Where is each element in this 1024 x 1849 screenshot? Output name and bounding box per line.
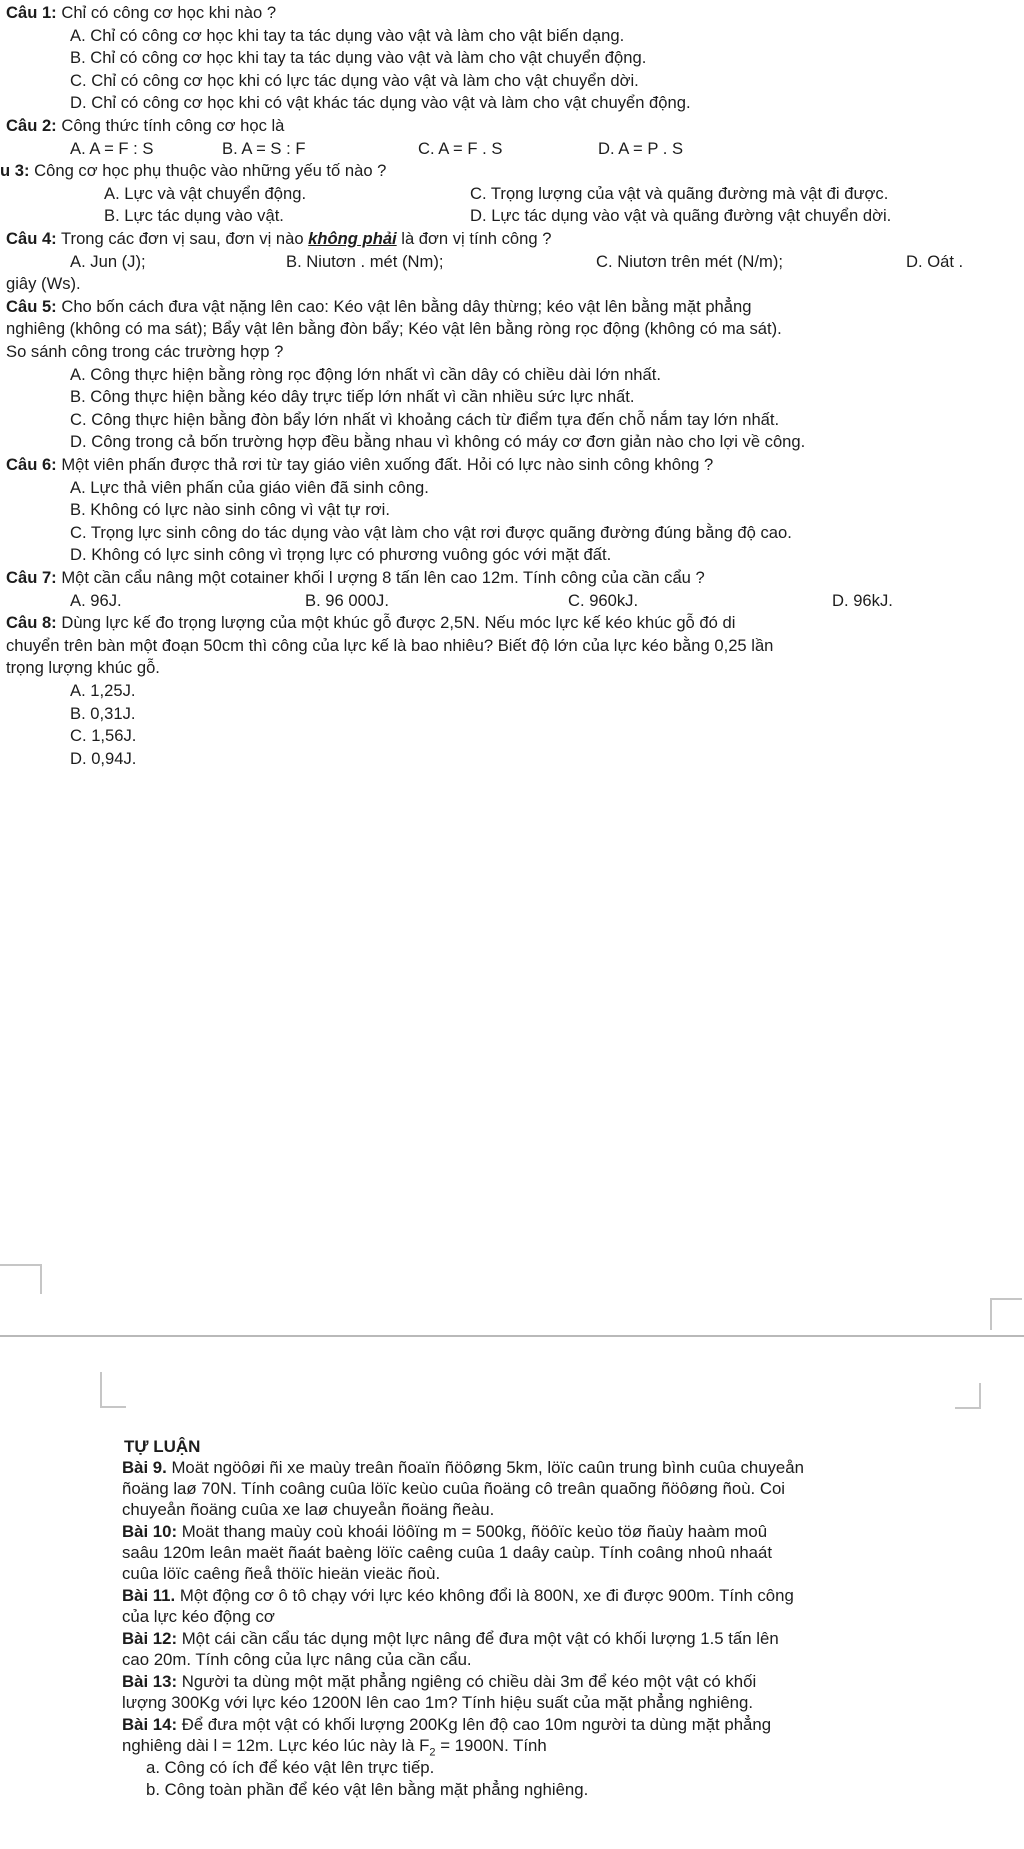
exercise-11-line-1: Một động cơ ô tô chạy với lực kéo không đổi là 800N, xe đi được 900m. Tính công (175, 1586, 794, 1605)
exercise-12 (122, 1628, 779, 1649)
question-1-label: Câu 1: (6, 3, 57, 22)
exercise-11 (122, 1585, 794, 1606)
crop-mark-bottom-right (955, 1383, 981, 1409)
question-7-option-a: A. 96J. (70, 591, 122, 610)
exercise-13-label: Bài 13: (122, 1672, 178, 1691)
exercise-9-line-2: ñoäng laø 70N. Tính coâng cuûa löïc keùo cuûa ñoäng cô treân quaõng ñöôøng ñoù. Coi (122, 1479, 786, 1498)
question-5-line-3: So sánh công trong các trường hợp ? (6, 342, 284, 361)
question-8 (6, 612, 735, 634)
exercise-13 (122, 1671, 756, 1692)
question-4-label: Câu 4: (6, 229, 57, 248)
question-4-emphasis: không phải (308, 229, 397, 248)
question-8-option-c: C. 1,56J. (70, 726, 137, 745)
exercise-14-line-2-text: nghiêng dài l = 12m. Lực kéo lúc này là F (122, 1736, 430, 1755)
exercise-10-label: Bài 10: (122, 1522, 178, 1541)
exercise-14-line-2-tail: = 1900N. Tính (435, 1736, 547, 1755)
exercise-13-line-2: lượng 300Kg với lực kéo 1200N lên cao 1m? Tính hiệu suất của mặt phẳng nghiêng. (122, 1693, 753, 1712)
question-3-option-c: C. Trọng lượng của vật và quãng đường mà vật đi được. (470, 184, 889, 203)
question-5-label: Câu 5: (6, 297, 57, 316)
exercise-11-label: Bài 11. (122, 1586, 176, 1605)
question-8-option-d: D. 0,94J. (70, 749, 137, 768)
question-2-label: Câu 2: (6, 116, 57, 135)
question-1-option-d: D. Chỉ có công cơ học khi có vật khác tác dụng vào vật và làm cho vật chuyển động. (70, 93, 691, 112)
question-7-option-b: B. 96 000J. (305, 591, 389, 610)
question-4 (6, 228, 551, 250)
question-5-line-1: Cho bốn cách đưa vật nặng lên cao: Kéo vật lên bằng dây thừng; kéo vật lên bằng mặt phẳng (56, 297, 752, 316)
question-3-option-d: D. Lực tác dụng vào vật và quãng đường vật chuyển dời. (470, 206, 892, 225)
question-4-option-b: B. Niutơn . mét (Nm); (286, 252, 444, 271)
exercise-9 (122, 1457, 804, 1478)
exercise-14 (122, 1714, 771, 1735)
question-2-option-a: A. A = F : S (70, 139, 154, 158)
question-6-option-b: B. Không có lực nào sinh công vì vật tự rơi. (70, 500, 390, 519)
question-1-option-a: A. Chỉ có công cơ học khi tay ta tác dụng vào vật và làm cho vật biến dạng. (70, 26, 625, 45)
question-5-option-a: A. Công thực hiện bằng ròng rọc động lớn nhất vì cần dây có chiều dài lớn nhất. (70, 365, 661, 384)
page-separator (0, 1335, 1024, 1337)
question-5-option-d: D. Công trong cả bốn trường hợp đều bằng nhau vì không có máy cơ đơn giản nào cho lợi về công. (70, 432, 806, 451)
question-1 (6, 2, 276, 24)
question-7-label: Câu 7: (6, 568, 57, 587)
exercise-10-line-1: Moät thang maùy coù khoái löôïng m = 500kg, ñöôïc keùo töø ñaùy haàm moû (177, 1522, 768, 1541)
exercise-14-line-1: Để đưa một vật có khối lượng 200Kg lên độ cao 10m người ta dùng mặt phẳng (177, 1715, 772, 1734)
question-6-text: Một viên phấn được thả rơi từ tay giáo viên xuống đất. Hỏi có lực nào sinh công không ? (56, 455, 714, 474)
exercise-10 (122, 1521, 767, 1542)
exercise-10-line-2: saâu 120m leân maët ñaát baèng löïc caêng cuûa 1 daây caùp. Tính coâng nhoû nhaát (122, 1543, 772, 1562)
question-5-line-2: nghiêng (không có ma sát); Bẩy vật lên bằng đòn bẩy; Kéo vật lên bằng ròng rọc động (không có ma sát). (6, 319, 782, 338)
question-4-text-before: Trong các đơn vị sau, đơn vị nào (56, 229, 309, 248)
question-3-text: Công cơ học phụ thuộc vào những yếu tố nào ? (29, 161, 387, 180)
question-7 (6, 567, 705, 589)
crop-mark-top-left (0, 1264, 42, 1294)
question-7-text: Một cần cẩu nâng một cotainer khối l ượng 8 tấn lên cao 12m. Tính công của cần cẩu ? (56, 568, 705, 587)
question-4-text-after: là đơn vị tính công ? (396, 229, 552, 248)
question-1-option-b: B. Chỉ có công cơ học khi tay ta tác dụng vào vật và làm cho vật chuyển động. (70, 48, 647, 67)
question-4-option-d: D. Oát . (906, 252, 964, 271)
exercise-14-item-a: a. Công có ích để kéo vật lên trực tiếp. (146, 1758, 435, 1777)
question-4-option-d-continued: giây (Ws). (6, 274, 81, 293)
exercise-13-line-1: Người ta dùng một mặt phẳng ngiêng có chiều dài 3m để kéo một vật có khối (177, 1672, 757, 1691)
question-4-option-a: A. Jun (J); (70, 252, 146, 271)
question-3-option-b: B. Lực tác dụng vào vật. (104, 206, 284, 225)
question-8-option-a: A. 1,25J. (70, 681, 136, 700)
question-6-label: Câu 6: (6, 455, 57, 474)
exercise-12-label: Bài 12: (122, 1629, 178, 1648)
question-6-option-c: C. Trọng lực sinh công do tác dụng vào vật làm cho vật rơi được quãng đường đúng bằng độ cao. (70, 523, 792, 542)
question-5-option-b: B. Công thực hiện bằng kéo dây trực tiếp lớn nhất vì cần nhiều sức lực nhất. (70, 387, 635, 406)
question-5 (6, 296, 751, 318)
question-1-text: Chỉ có công cơ học khi nào ? (56, 3, 277, 22)
question-6 (6, 454, 713, 476)
exercise-12-line-1: Một cái cần cẩu tác dụng một lực nâng để đưa một vật có khối lượng 1.5 tấn lên (177, 1629, 779, 1648)
crop-mark-bottom-left (100, 1372, 126, 1408)
exercise-9-line-3: chuyeån ñoäng cuûa xe laø chuyeån ñoäng ñeàu. (122, 1500, 495, 1519)
section-heading: TỰ LUẬN (124, 1437, 201, 1456)
exercise-9-label: Bài 9. (122, 1458, 167, 1477)
question-7-option-c: C. 960kJ. (568, 591, 639, 610)
question-2-text: Công thức tính công cơ học là (56, 116, 285, 135)
question-8-line-2: chuyển trên bàn một đoạn 50cm thì công của lực kế là bao nhiêu? Biết độ lớn của lực kéo bằng 0,25 lần (6, 636, 774, 655)
exercise-10-line-3: cuûa löïc caêng ñeå thöïc hieän vieäc ñoù. (122, 1564, 441, 1583)
question-8-line-1: Dùng lực kế đo trọng lượng của một khúc gỗ được 2,5N. Nếu móc lực kế kéo khúc gỗ đó di (56, 613, 736, 632)
question-3 (0, 160, 386, 182)
question-5-option-c: C. Công thực hiện bằng đòn bẩy lớn nhất vì khoảng cách từ điểm tựa đến chỗ nắm tay lớn nhất. (70, 410, 780, 429)
exercise-14-item-b: b. Công toàn phần để kéo vật lên bằng mặt phẳng nghiêng. (146, 1780, 589, 1799)
question-2 (6, 115, 284, 137)
question-3-label: u 3: (0, 161, 30, 180)
question-1-option-c: C. Chỉ có công cơ học khi có lực tác dụng vào vật và làm cho vật chuyển dời. (70, 71, 639, 90)
question-6-option-a: A. Lực thả viên phấn của giáo viên đã sinh công. (70, 478, 429, 497)
question-3-option-a: A. Lực và vật chuyển động. (104, 184, 307, 203)
question-7-option-d: D. 96kJ. (832, 591, 893, 610)
question-8-option-b: B. 0,31J. (70, 704, 136, 723)
exercise-9-line-1: Moät ngöôøi ñi xe maùy treân ñoaïn ñöôøng 5km, löïc caûn trung bình cuûa chuyeån (166, 1458, 804, 1477)
question-2-option-b: B. A = S : F (222, 139, 306, 158)
exercise-11-line-2: của lực kéo động cơ (122, 1607, 275, 1626)
question-2-option-c: C. A = F . S (418, 139, 503, 158)
force-subscript: 2 (429, 1746, 436, 1759)
crop-mark-top-right (990, 1298, 1022, 1330)
exercise-12-line-2: cao 20m. Tính công của lực nâng của cần cẩu. (122, 1650, 472, 1669)
exercise-14-label: Bài 14: (122, 1715, 178, 1734)
question-8-line-3: trọng lượng khúc gỗ. (6, 658, 160, 677)
question-4-option-c: C. Niutơn trên mét (N/m); (596, 252, 783, 271)
question-2-option-d: D. A = P . S (598, 139, 684, 158)
question-6-option-d: D. Không có lực sinh công vì trọng lực có phương vuông góc với mặt đất. (70, 545, 612, 564)
question-8-label: Câu 8: (6, 613, 57, 632)
